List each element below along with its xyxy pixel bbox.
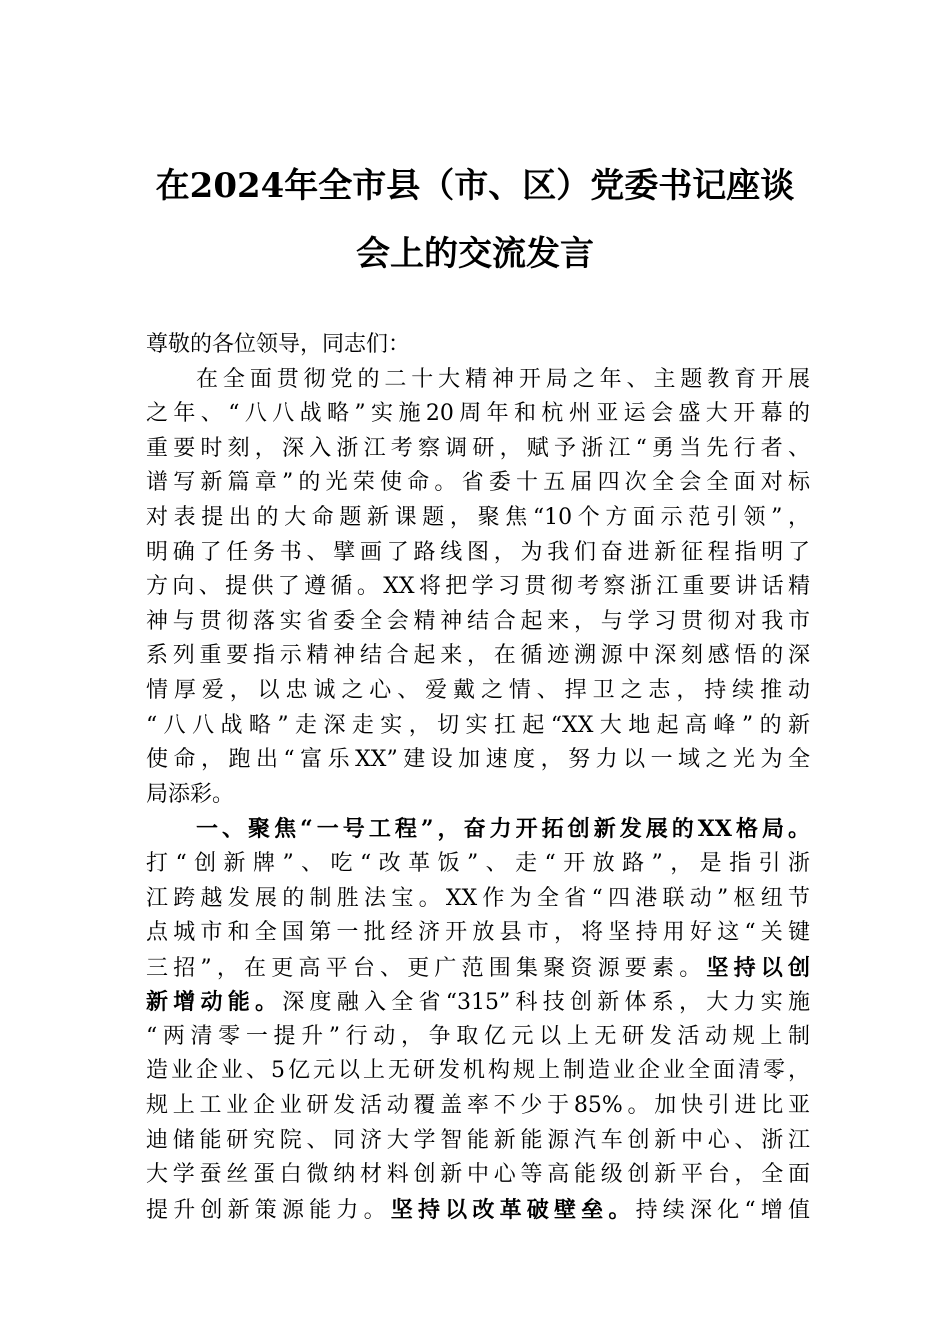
paragraph-line: 情厚爱，以忠诚之心、爱戴之情、捍卫之志，持续推动 <box>146 677 810 703</box>
paragraph-line: 重要时刻，深入浙江考察调研，赋予浙江“勇当先行者、 <box>146 435 810 461</box>
paragraph-line: 明确了任务书、擘画了路线图，为我们奋进新征程指明了 <box>146 539 810 565</box>
bold-text-run: 新增动能。 <box>146 989 283 1016</box>
salutation: 尊敬的各位领导，同志们： <box>146 332 411 357</box>
bold-text-run: 坚持以创 <box>706 954 810 981</box>
document-title-line-1: 在2024年全市县（市、区）党委书记座谈 <box>155 166 795 206</box>
paragraph-line: 使命，跑出“富乐XX”建设加速度，努力以一域之光为全 <box>146 747 810 773</box>
paragraph-line: 大学蚕丝蛋白微纳材料创新中心等高能级创新平台，全面 <box>146 1162 810 1188</box>
paragraph-line: 之年、“八八战略”实施20周年和杭州亚运会盛大开幕的 <box>146 401 810 427</box>
paragraph-line: 江跨越发展的制胜法宝。XX作为全省“四港联动”枢纽节 <box>146 885 810 911</box>
paragraph-line-mixed <box>146 985 810 1020</box>
paragraph-line-mixed <box>146 951 810 986</box>
paragraph-line: 规上工业企业研发活动覆盖率不少于85%。加快引进比亚 <box>146 1093 810 1119</box>
paragraph-line: 神与贯彻落实省委全会精神结合起来，与学习贯彻对我市 <box>146 608 810 634</box>
document-title-line-2: 会上的交流发言 <box>356 234 594 274</box>
paragraph-line: “两清零一提升”行动，争取亿元以上无研发活动规上制 <box>146 1023 810 1049</box>
paragraph-line: 造业企业、5亿元以上无研发机构规上制造业企业全面清零， <box>146 1058 810 1084</box>
paragraph-line: 方向、提供了遵循。XX将把学习贯彻考察浙江重要讲话精 <box>146 574 810 600</box>
text-run: 三招”，在更高平台、更广范围集聚资源要素。 <box>146 955 707 981</box>
paragraph-line: “八八战略”走深走实，切实扛起“XX大地起高峰”的新 <box>146 712 810 738</box>
paragraph-line: 在全面贯彻党的二十大精神开局之年、主题教育开展 <box>196 366 810 392</box>
text-run: 深度融入全省“315”科技创新体系，大力实施 <box>282 990 810 1016</box>
paragraph-line: 局添彩。 <box>146 781 235 807</box>
paragraph-line: 谱写新篇章”的光荣使命。省委十五届四次全会全面对标 <box>146 470 810 496</box>
bold-text-run: 坚持以改革破壁垒。 <box>390 1196 636 1223</box>
section-heading: 一、聚焦“一号工程”，奋力开拓创新发展的XX格局。 <box>196 816 810 843</box>
text-run: 持续深化“增值 <box>635 1197 810 1223</box>
paragraph-line: 迪储能研究院、同济大学智能新能源汽车创新中心、浙江 <box>146 1127 810 1153</box>
paragraph-line: 点城市和全国第一批经济开放县市，将坚持用好这“关键 <box>146 920 810 946</box>
paragraph-line-mixed <box>146 1193 810 1228</box>
paragraph-line: 打“创新牌”、吃“改革饭”、走“开放路”，是指引浙 <box>146 850 810 876</box>
paragraph-line: 系列重要指示精神结合起来，在循迹溯源中深刻感悟的深 <box>146 643 810 669</box>
document-body <box>146 328 810 1227</box>
paragraph-line: 对表提出的大命题新课题，聚焦“10个方面示范引领”， <box>146 504 810 530</box>
text-run: 提升创新策源能力。 <box>146 1197 391 1223</box>
